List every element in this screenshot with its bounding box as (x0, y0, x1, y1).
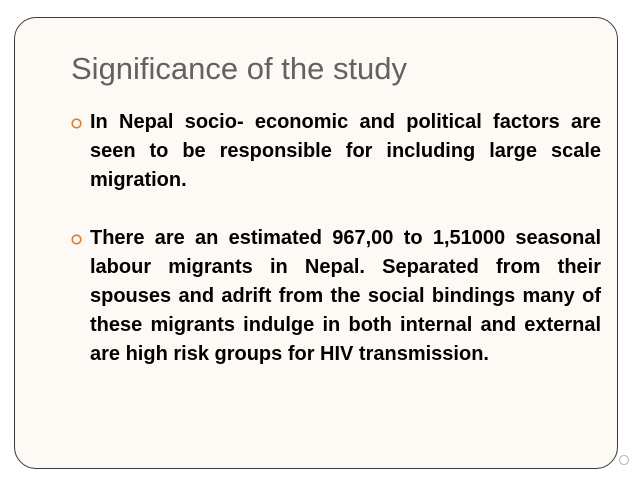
bullet-item (71, 108, 601, 195)
slide-title: Significance of the study (71, 51, 408, 86)
corner-dot-icon (619, 455, 629, 465)
bullet-item (71, 224, 601, 369)
bullet-list (71, 108, 601, 369)
bullet-text: There are an estimated 967,00 to 1,51000 seasonal labour migrants in Nepal. Separated from their spouses and adrift from the social bindings many of these migrants indulge in both internal and external are high risk groups for HIV transmission. (90, 227, 601, 365)
bullet-marker-icon (71, 234, 82, 245)
bullet-text: In Nepal socio- economic and political factors are seen to be responsible for including large scale migration. (90, 111, 601, 191)
bullet-marker-icon (71, 118, 82, 129)
